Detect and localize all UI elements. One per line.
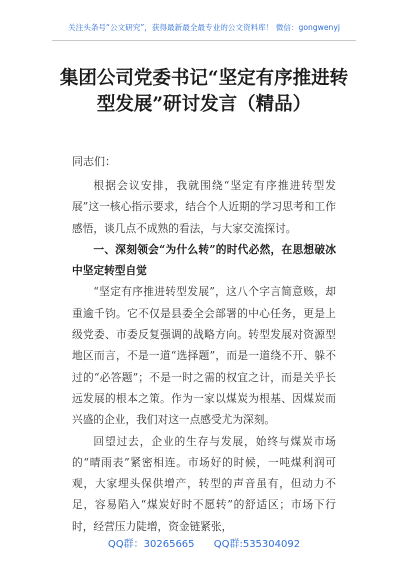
footer-qq-group-1: QQ群：30265665 <box>107 539 195 550</box>
page-header: 关注头条号“公文研究”，获得最新最全最专业的公文资料库！ 微信：gongwenyj <box>68 23 340 32</box>
salutation: 同志们： <box>72 155 116 168</box>
paragraph: 根据会议安排，我就围绕“坚定有序推进转型发展”这一核心指示要求，结合个人近期的学习思考和工作感悟，谈几点不成熟的看法，与大家交流探讨。 <box>72 179 336 235</box>
document-body <box>72 175 336 537</box>
header-divider <box>52 40 356 41</box>
footer-qq-group-2: QQ群:535304092 <box>213 539 301 550</box>
paragraph: “坚定有序推进转型发展”，这八个字言简意赅，却重逾千钧。它不仅是县委全会部署的中心任务，更是上级党委、市委反复强调的战略方向。转型发展对资源型地区而言，不是一道“选择题”，而是一道绕不开、躲不过的“必答题”；不是一时之需的权宜之计，而是关乎长远发展的根本之策。作为一家以煤炭为根基、因煤炭而兴盛的企业，我们对这一点感受尤为深刻。 <box>72 285 336 427</box>
document-title: 集团公司党委书记“坚定有序推进转型发展”研讨发言（精品） <box>59 68 349 115</box>
paragraph: 回望过去，企业的生存与发展，始终与煤炭市场的“晴雨表”紧密相连。市场好的时候，一吨煤利润可观，大家埋头保供增产，转型的声音虽有，但动力不足，容易陷入“煤炭好时不愿转”的舒适区；市场下行时，经营压力陡增，资金链紧张， <box>72 434 336 533</box>
page-footer <box>0 535 408 550</box>
section-heading: 一、深刻领会“为什么转”的时代必然，在思想破冰中坚定转型自觉 <box>72 242 336 278</box>
